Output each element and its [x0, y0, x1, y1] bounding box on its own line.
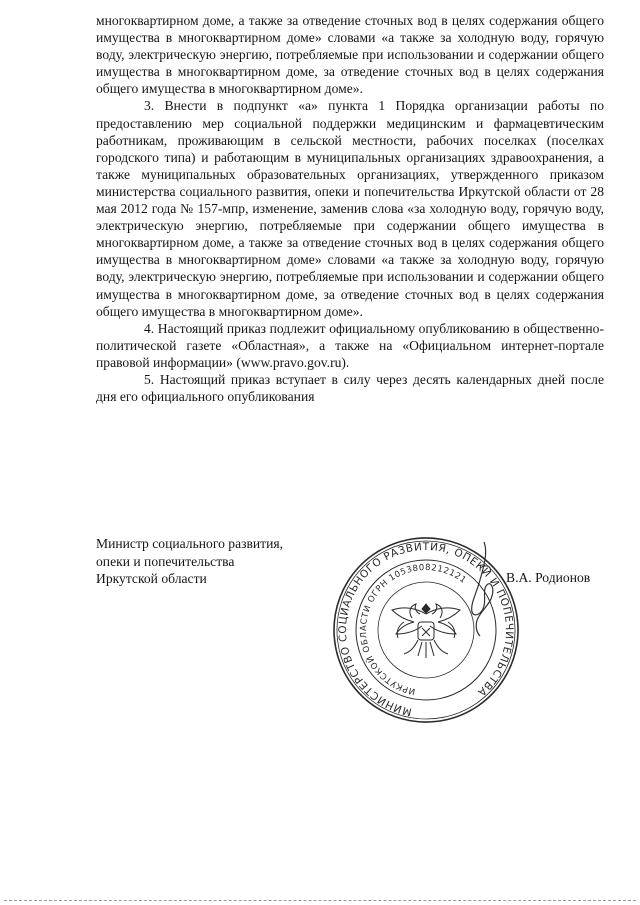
- handwritten-signature: [440, 538, 530, 648]
- paragraph-item-4: 4. Настоящий приказ подлежит официальному опубликованию в общественно-политической газете «Областная», а также на «Официальном интернет-портале правовой информации» (www.pravo.gov.ru).: [96, 320, 604, 370]
- svg-text:МИНИСТЕРСТВО СОЦИАЛЬНОГО РАЗВИ: МИНИСТЕРСТВО СОЦИАЛЬНОГО РАЗВИТИЯ, ОПЕКИ И ПОПЕЧИТЕЛЬСТВА: [336, 540, 516, 718]
- svg-text:ИРКУТСКОЙ ОБЛАСТИ ОГРН 1053808: ИРКУТСКОЙ ОБЛАСТИ ОГРН 1053808212121: [358, 562, 469, 697]
- signatory-position-line: Иркутской области: [96, 571, 207, 586]
- paragraph-item-3: 3. Внести в подпункт «а» пункта 1 Порядка организации работы по предоставлению мер социальной поддержки медицинским и фармацевтическим работникам, проживающим в сельской местности, рабочих поселках (поселках городского типа) и работающим в муниципальных организациях здравоохранения, а также муниципальных образовательных организациях, утвержденного приказом министерства социального развития, опеки и попечительства Иркутской области от 28 мая 2012 года № 157-мпр, изменение, заменив слова «за холодную воду, горячую воду, электрическую энергию, потребляемые при содержании общего имущества в многоквартирном доме, а также за отведение сточных вод в целях содержания общего имущества в многоквартирном доме» словами «а также за холодную воду, горячую воду, электрическую энергию, потребляемые при использовании и содержании общего имущества в многоквартирном доме, за отведение сточных вод в целях содержания общего имущества в многоквартирном доме».: [96, 98, 604, 319]
- page-bottom-divider: [4, 900, 636, 902]
- signatory-position-line: Министр социального развития,: [96, 536, 284, 551]
- document-body: [96, 12, 604, 405]
- paragraph-item-5: 5. Настоящий приказ вступает в силу через десять календарных дней после дня его официального опубликования: [96, 371, 604, 405]
- paragraph-continuation: многоквартирном доме, а также за отведение сточных вод в целях содержания общего имущества в многоквартирном доме» словами «а также за холодную воду, горячую воду, электрическую энергию, потребляемые при использовании и содержании общего имущества в многоквартирном доме, за отведение сточных вод в целях содержания общего имущества в многоквартирном доме».: [96, 13, 604, 97]
- signatory-position-line: опеки и попечительства: [96, 553, 235, 569]
- signatory-name: В.А. Родионов: [506, 570, 591, 585]
- signatory-position: [96, 535, 283, 588]
